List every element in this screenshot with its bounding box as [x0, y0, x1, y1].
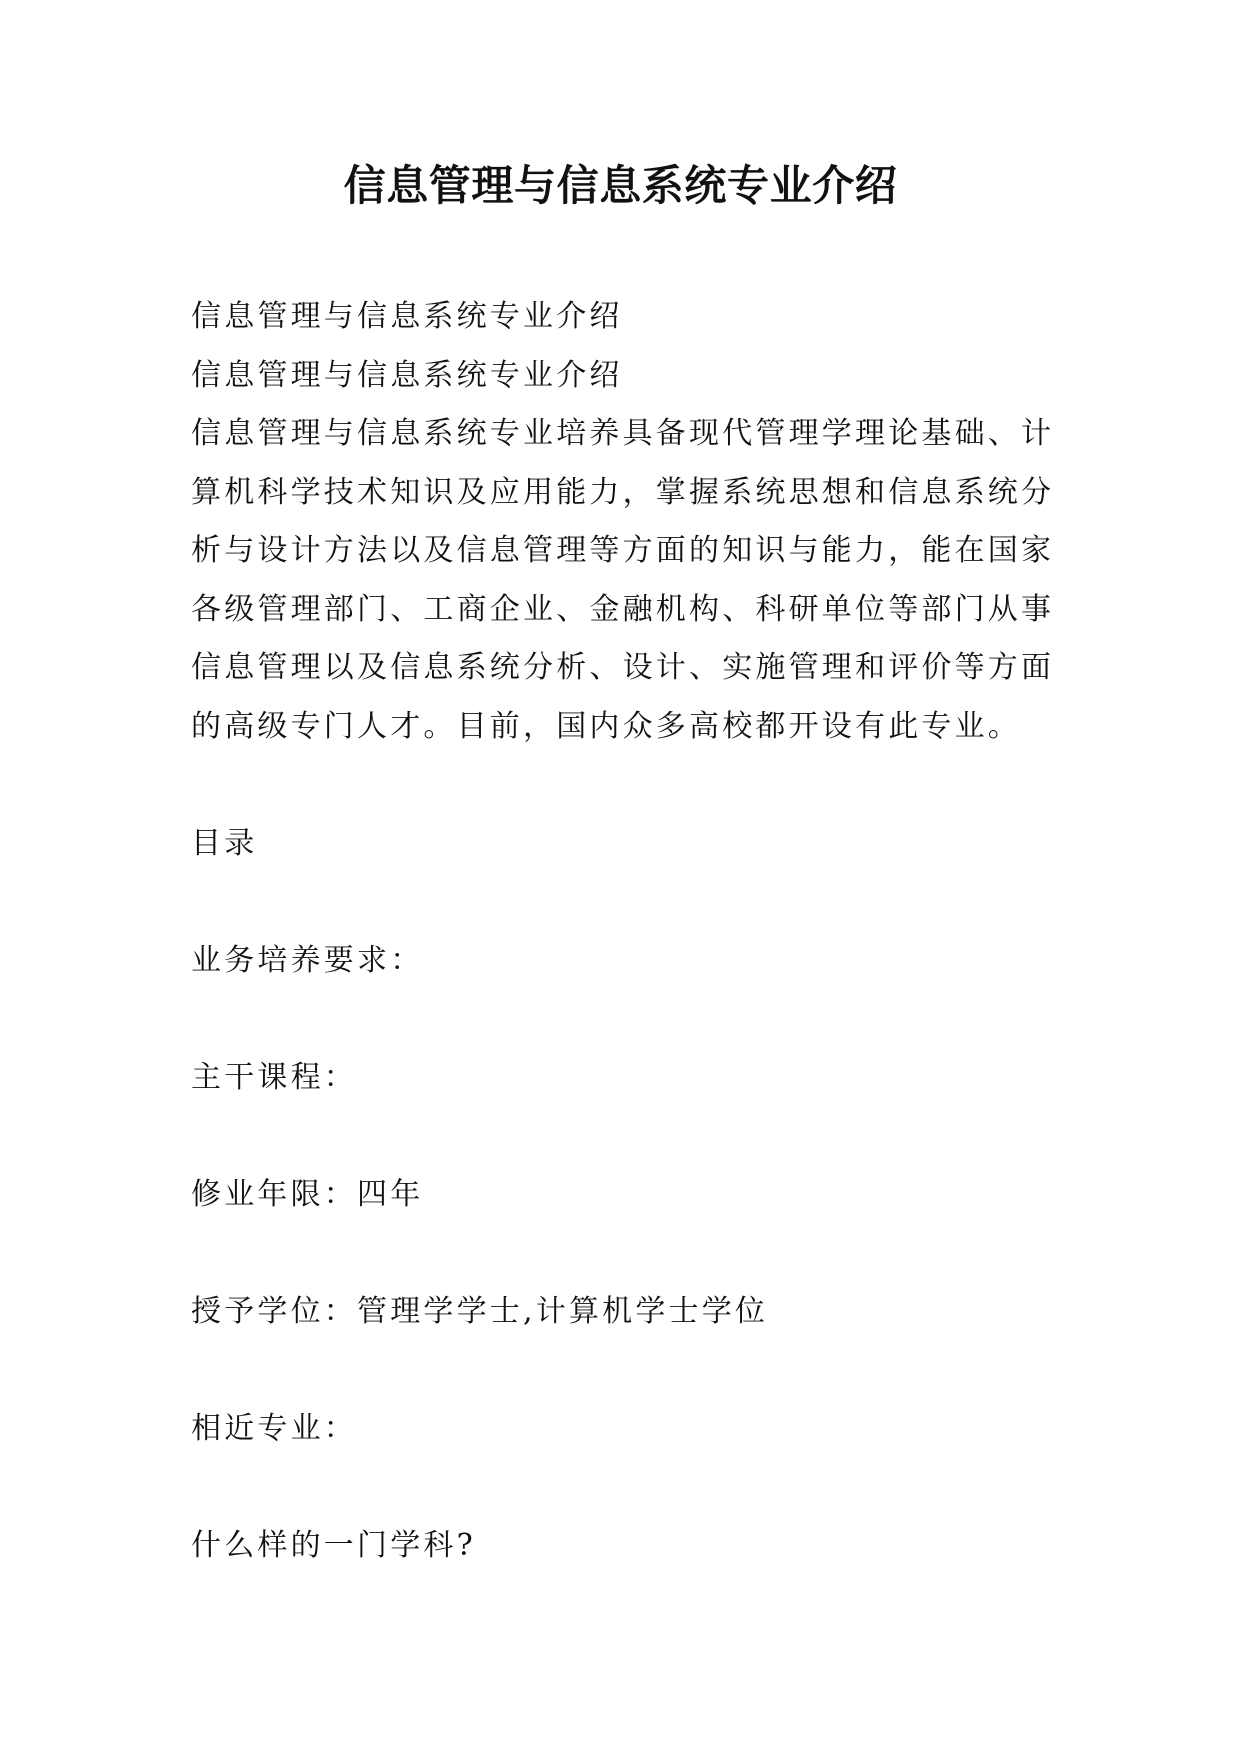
section-main-courses: 主干课程：: [191, 1059, 357, 1095]
intro-line: 各级管理部门、工商企业、金融机构、科研单位等部门从事: [191, 591, 1055, 627]
section-training-requirements: 业务培养要求：: [191, 942, 424, 978]
section-related-majors: 相近专业：: [191, 1410, 357, 1446]
subtitle-line: 信息管理与信息系统专业介绍: [191, 357, 623, 393]
intro-line: 信息管理与信息系统专业培养具备现代管理学理论基础、计: [191, 416, 1055, 451]
intro-paragraph: [191, 405, 1091, 756]
intro-line: 的高级专门人才。目前，国内众多高校都开设有此专业。: [191, 708, 1021, 744]
section-degree: 授予学位：管理学学士,计算机学士学位: [191, 1293, 769, 1329]
document-body: [191, 288, 1091, 1575]
intro-line: 信息管理以及信息系统分析、设计、实施管理和评价等方面: [191, 650, 1055, 685]
page-title: 信息管理与信息系统专业介绍: [343, 161, 898, 210]
intro-line: 算机科学技术知识及应用能力，掌握系统思想和信息系统分: [191, 474, 1055, 510]
toc-heading: 目录: [191, 825, 258, 861]
section-discipline-question: 什么样的一门学科?: [191, 1527, 476, 1563]
section-study-duration: 修业年限：四年: [191, 1176, 424, 1212]
intro-line: 析与设计方法以及信息管理等方面的知识与能力，能在国家: [191, 533, 1055, 568]
subtitle-line: 信息管理与信息系统专业介绍: [191, 299, 623, 334]
